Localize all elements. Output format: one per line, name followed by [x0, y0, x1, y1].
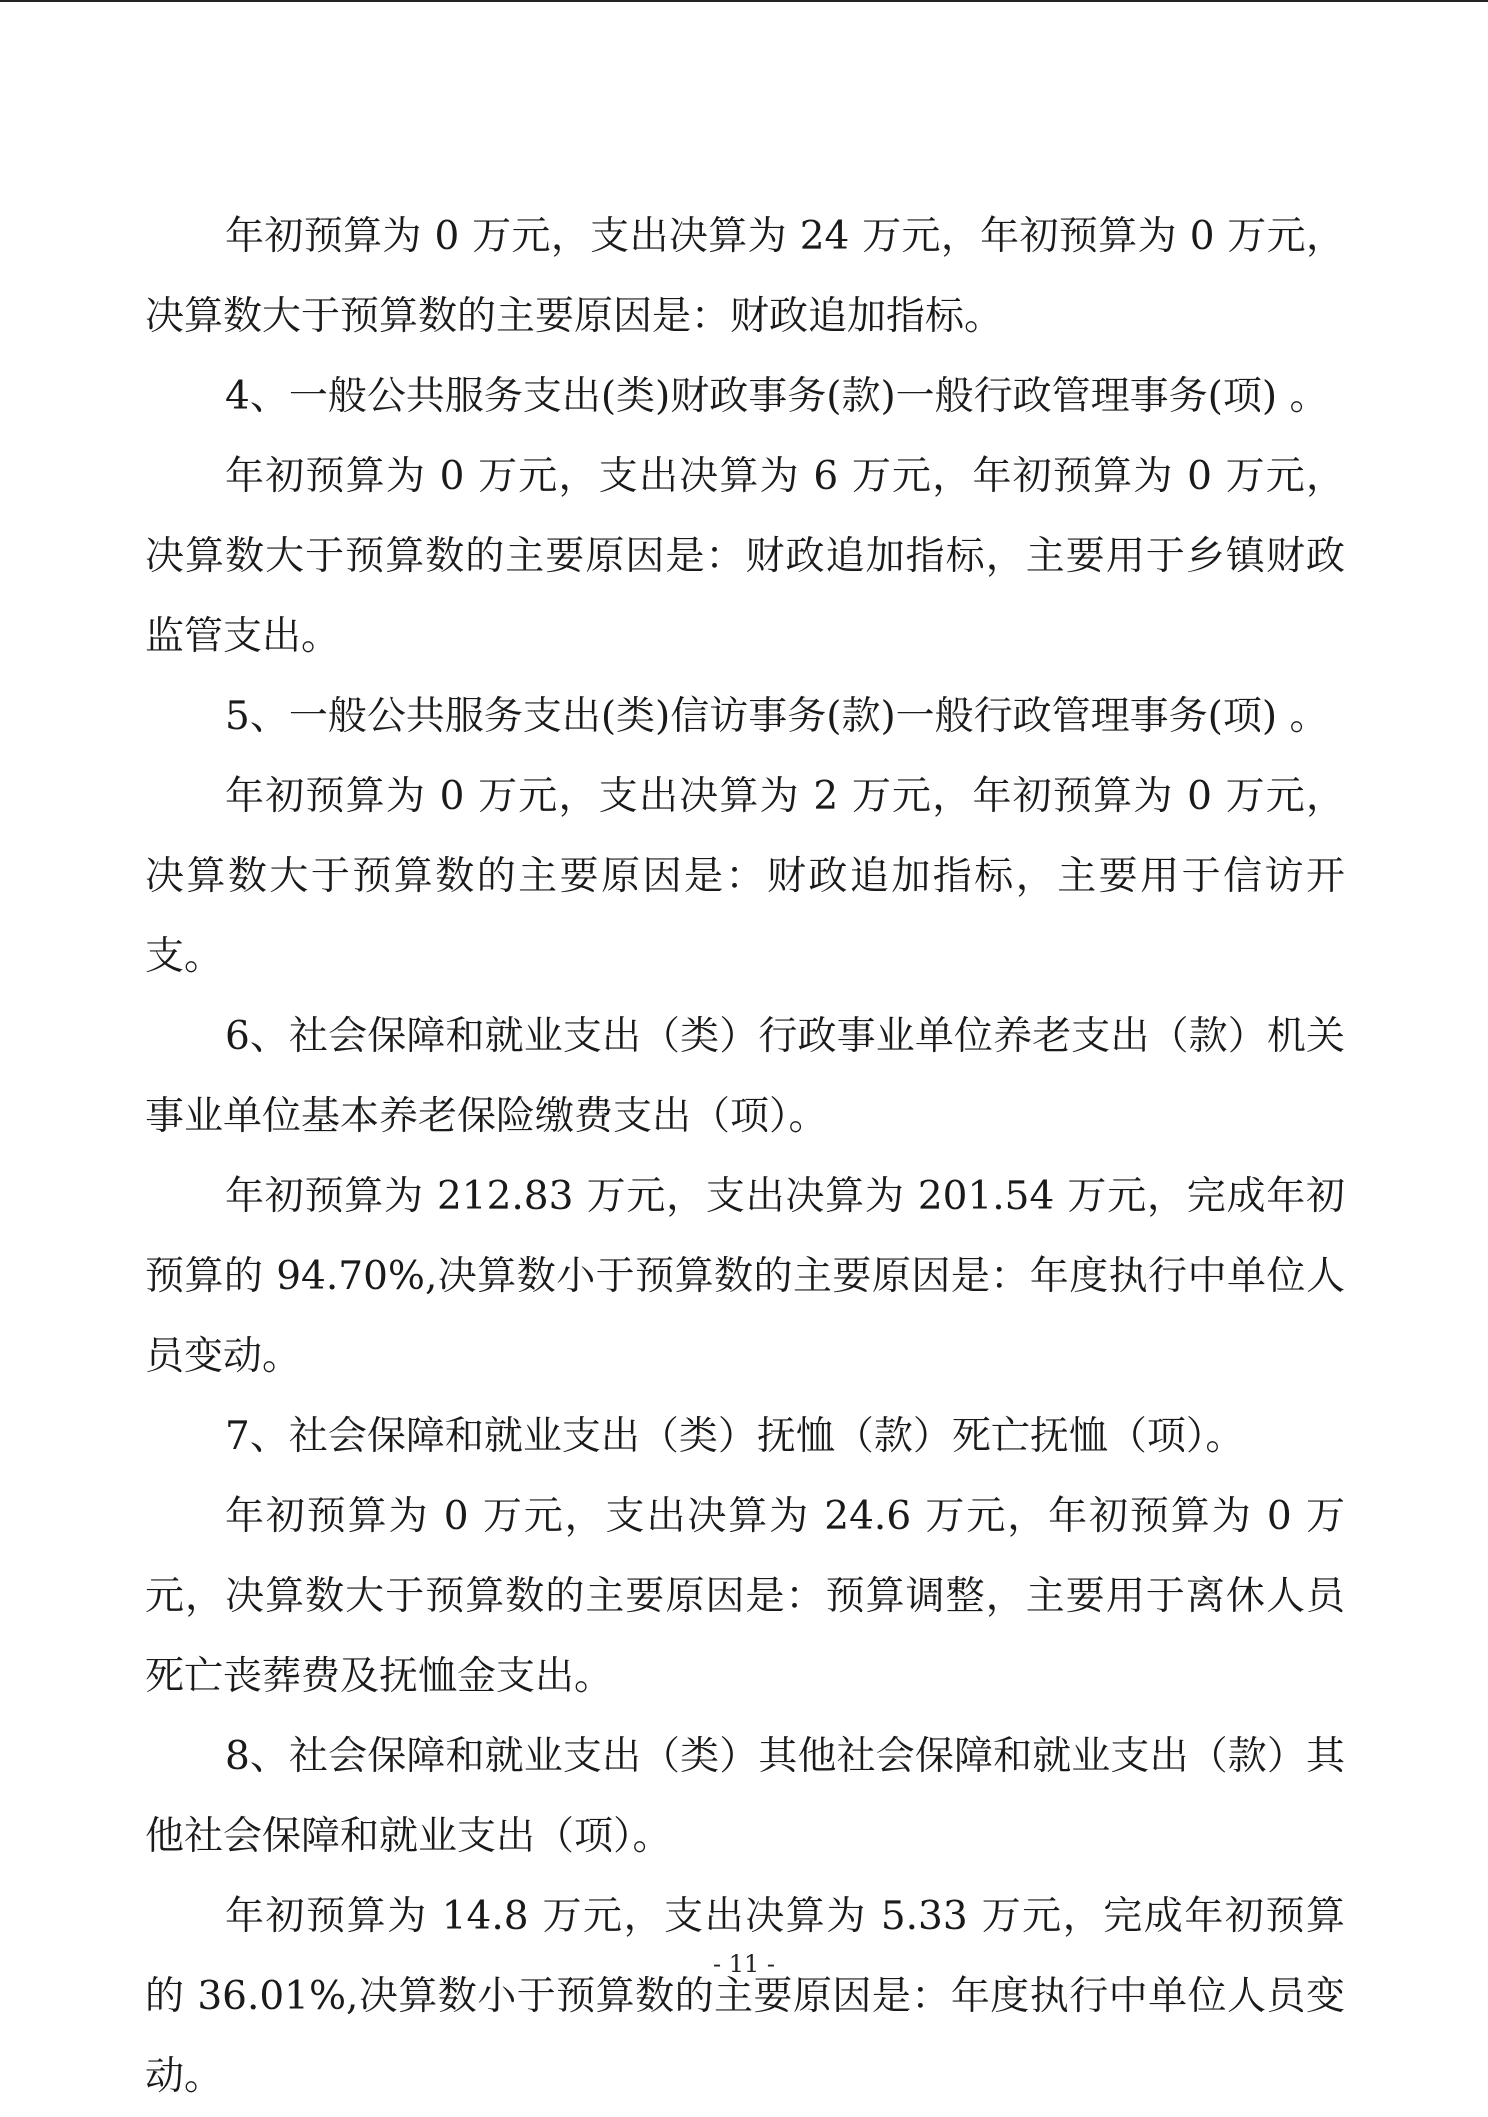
- paragraph: 年初预算为 0 万元，支出决算为 2 万元，年初预算为 0 万元，决算数大于预算数的主要原因是：财政追加指标，主要用于信访开支。: [145, 774, 1345, 979]
- paragraph: 7、社会保障和就业支出（类）抚恤（款）死亡抚恤（项）。: [225, 1414, 1245, 1459]
- paragraph: 5、一般公共服务支出(类)信访事务(款)一般行政管理事务(项) 。: [225, 694, 1329, 739]
- document-body: [145, 197, 1345, 2117]
- page-number: - 11 -: [712, 1950, 775, 1978]
- paragraph: 年初预算为 212.83 万元，支出决算为 201.54 万元，完成年初预算的 94.70%,决算数小于预算数的主要原因是：年度执行中单位人员变动。: [145, 1174, 1345, 1379]
- paragraph: 6、社会保障和就业支出（类）行政事业单位养老支出（款）机关事业单位基本养老保险缴费支出（项）。: [145, 1014, 1345, 1139]
- paragraph: 年初预算为 0 万元，支出决算为 6 万元，年初预算为 0 万元，决算数大于预算数的主要原因是：财政追加指标，主要用于乡镇财政监管支出。: [145, 454, 1345, 659]
- paragraph: 年初预算为 0 万元，支出决算为 24 万元，年初预算为 0 万元，决算数大于预算数的主要原因是：财政追加指标。: [145, 214, 1345, 339]
- paragraph: 8、社会保障和就业支出（类）其他社会保障和就业支出（款）其他社会保障和就业支出（项）。: [145, 1734, 1345, 1859]
- paragraph: 年初预算为 0 万元，支出决算为 24.6 万元，年初预算为 0 万元，决算数大于预算数的主要原因是：预算调整，主要用于离休人员死亡丧葬费及抚恤金支出。: [145, 1494, 1345, 1699]
- paragraph: 年初预算为 14.8 万元，支出决算为 5.33 万元，完成年初预算的 36.01%,决算数小于预算数的主要原因是：年度执行中单位人员变动。: [145, 1894, 1345, 2099]
- paragraph: 4、一般公共服务支出(类)财政事务(款)一般行政管理事务(项) 。: [225, 374, 1329, 419]
